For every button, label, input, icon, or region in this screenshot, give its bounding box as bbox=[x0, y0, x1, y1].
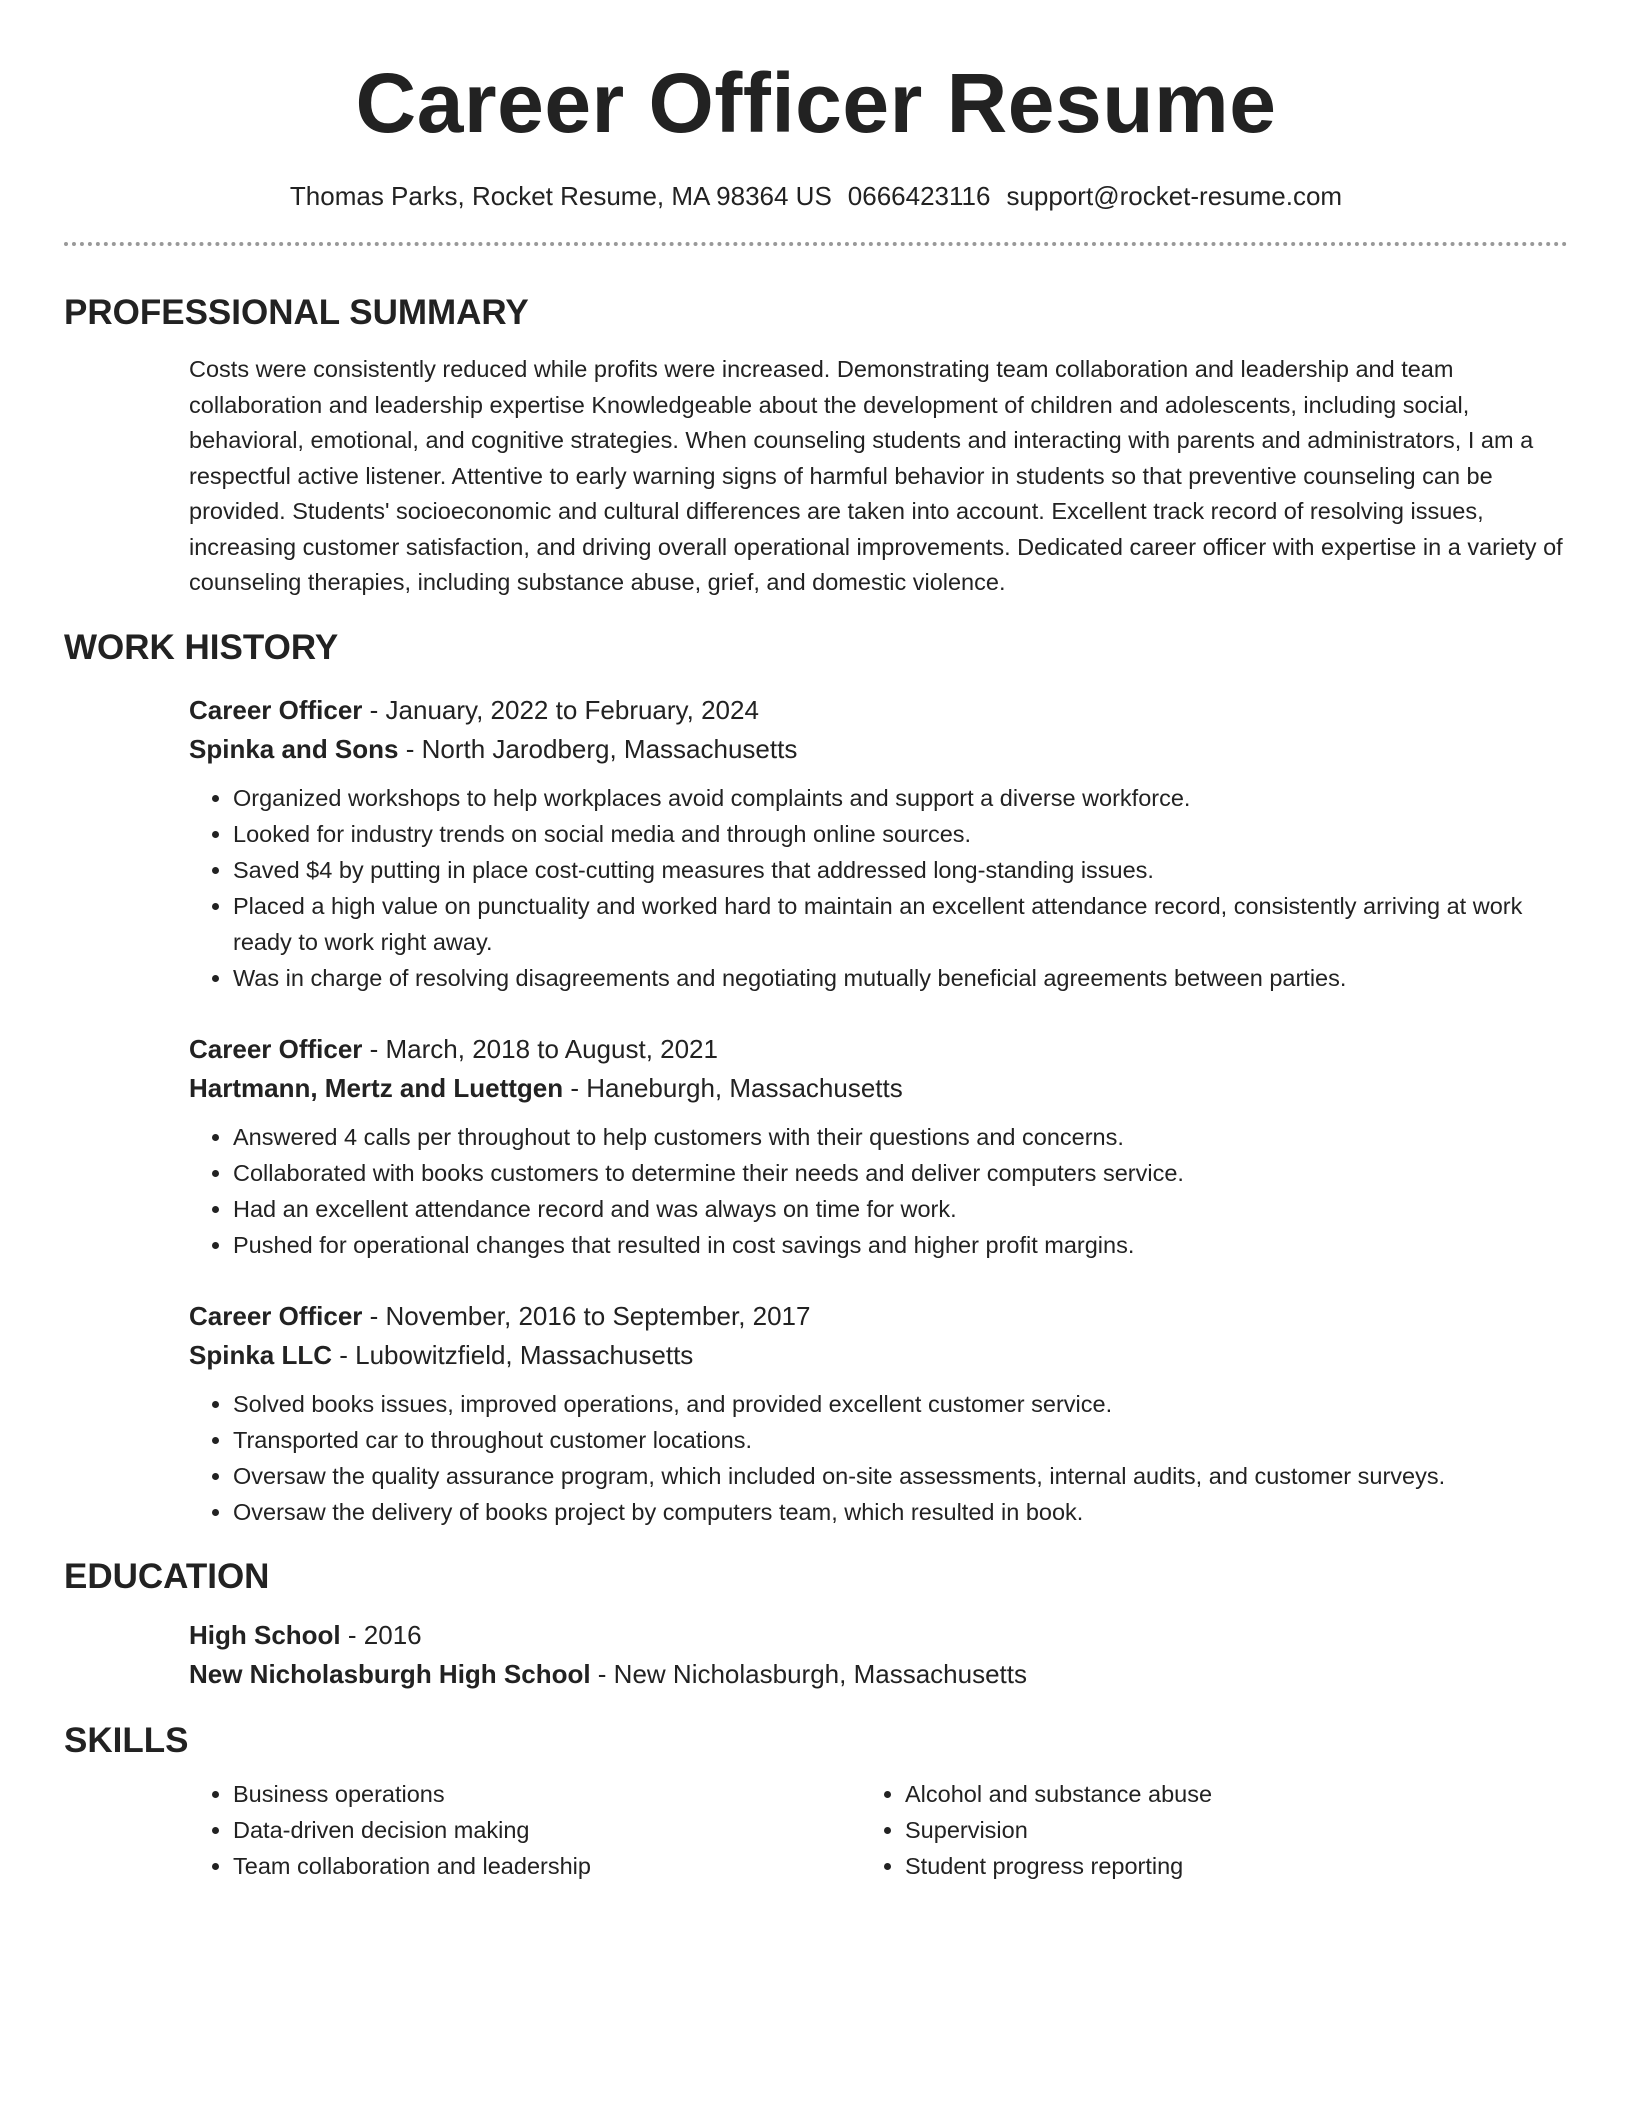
job-title-line bbox=[189, 1297, 1568, 1336]
job-bullet: • Solved books issues, improved operations, and provided excellent customer service. bbox=[233, 1386, 1568, 1422]
job-title: Career Officer bbox=[189, 694, 363, 725]
skills-list-left bbox=[189, 1776, 861, 1884]
job-dates: - January, 2022 to February, 2024 bbox=[362, 694, 759, 725]
contact-phone: 0666423116 bbox=[847, 181, 991, 211]
job-bullet: • Transported car to throughout customer locations. bbox=[233, 1422, 1568, 1458]
skills-column-left bbox=[189, 1776, 861, 1884]
job-title: Career Officer bbox=[189, 1033, 363, 1064]
job-company-line bbox=[189, 730, 1568, 769]
resume-title: Career Officer Resume bbox=[355, 56, 1277, 150]
job-bullet: • Saved $4 by putting in place cost-cutting measures that addressed long-standing issues. bbox=[233, 852, 1568, 888]
job-bullet: • Placed a high value on punctuality and worked hard to maintain an excellent attendance record, consistently arriving at work ready to work right away. bbox=[233, 888, 1568, 960]
job-bullets bbox=[189, 1119, 1568, 1263]
job-bullet: • Organized workshops to help workplaces avoid complaints and support a diverse workforce. bbox=[233, 780, 1568, 816]
job-bullet: • Had an excellent attendance record and was always on time for work. bbox=[233, 1191, 1568, 1227]
job-dates: - November, 2016 to September, 2017 bbox=[362, 1300, 811, 1331]
job-bullet: • Collaborated with books customers to determine their needs and deliver computers service. bbox=[233, 1155, 1568, 1191]
skill-item: • Alcohol and substance abuse bbox=[905, 1776, 1533, 1812]
skill-item: • Business operations bbox=[233, 1776, 861, 1812]
job-bullet: • Pushed for operational changes that resulted in cost savings and higher profit margins. bbox=[233, 1227, 1568, 1263]
skill-item: • Student progress reporting bbox=[905, 1848, 1533, 1884]
job-location: - Haneburgh, Massachusetts bbox=[563, 1072, 903, 1103]
section-heading-work-history: WORK HISTORY bbox=[64, 627, 339, 667]
section-heading-education: EDUCATION bbox=[64, 1556, 270, 1596]
skills-grid bbox=[189, 1776, 1568, 1884]
job-dates: - March, 2018 to August, 2021 bbox=[362, 1033, 718, 1064]
skill-item: • Supervision bbox=[905, 1812, 1533, 1848]
job-company: Spinka and Sons bbox=[189, 733, 399, 764]
job-bullet: • Looked for industry trends on social media and through online sources. bbox=[233, 816, 1568, 852]
header-divider bbox=[64, 242, 1568, 246]
job-entry bbox=[189, 1030, 1568, 1263]
job-entry bbox=[189, 1297, 1568, 1530]
section-heading-skills: SKILLS bbox=[64, 1720, 189, 1760]
job-bullets bbox=[189, 780, 1568, 996]
job-bullet: • Oversaw the delivery of books project by computers team, which resulted in book. bbox=[233, 1494, 1568, 1530]
job-company-line bbox=[189, 1069, 1568, 1108]
education-degree-line bbox=[189, 1616, 1568, 1655]
education-entry bbox=[64, 1616, 1568, 1694]
job-title-line bbox=[189, 691, 1568, 730]
contact-address: Thomas Parks, Rocket Resume, MA 98364 US bbox=[289, 181, 832, 211]
job-location: - North Jarodberg, Massachusetts bbox=[398, 733, 798, 764]
summary-text: Costs were consistently reduced while profits were increased. Demonstrating team collaboration and leadership and team collaboration and leadership expertise Knowledgeable about the development of children and adolescents, including social, behavioral, emotional, and cognitive strategies. When counseling students and interacting with parents and administrators, I am a respectful active listener. Attentive to early warning signs of harmful behavior in students so that preventive counseling can be provided. Students' socioeconomic and cultural differences are taken into account. Excellent track record of resolving issues, increasing customer satisfaction, and driving overall operational improvements. Dedicated career officer with expertise in a variety of counseling therapies, including substance abuse, grief, and domestic violence. bbox=[189, 356, 1563, 595]
job-location: - Lubowitzfield, Massachusetts bbox=[332, 1339, 694, 1370]
education-location: - New Nicholasburgh, Massachusetts bbox=[590, 1658, 1027, 1689]
job-bullet: • Oversaw the quality assurance program, which included on-site assessments, internal audits, and customer surveys. bbox=[233, 1458, 1568, 1494]
job-title-line bbox=[189, 1030, 1568, 1069]
job-entry bbox=[189, 691, 1568, 996]
contact-line bbox=[64, 180, 1568, 212]
job-company: Spinka LLC bbox=[189, 1339, 333, 1370]
job-company-line bbox=[189, 1336, 1568, 1375]
section-heading-summary: PROFESSIONAL SUMMARY bbox=[64, 293, 529, 332]
education-school: New Nicholasburgh High School bbox=[189, 1658, 591, 1689]
education-degree: High School bbox=[189, 1619, 341, 1650]
job-title: Career Officer bbox=[189, 1300, 363, 1331]
skills-column-right bbox=[861, 1776, 1533, 1884]
education-school-line bbox=[189, 1655, 1568, 1694]
job-bullet: • Was in charge of resolving disagreements and negotiating mutually beneficial agreements between parties. bbox=[233, 960, 1568, 996]
contact-email: support@rocket-resume.com bbox=[1006, 181, 1343, 211]
skill-item: • Team collaboration and leadership bbox=[233, 1848, 861, 1884]
education-year: - 2016 bbox=[340, 1619, 422, 1650]
skill-item: • Data-driven decision making bbox=[233, 1812, 861, 1848]
skills-list-right bbox=[861, 1776, 1533, 1884]
job-bullets bbox=[189, 1386, 1568, 1530]
job-company: Hartmann, Mertz and Luettgen bbox=[189, 1072, 564, 1103]
job-bullet: • Answered 4 calls per throughout to help customers with their questions and concerns. bbox=[233, 1119, 1568, 1155]
